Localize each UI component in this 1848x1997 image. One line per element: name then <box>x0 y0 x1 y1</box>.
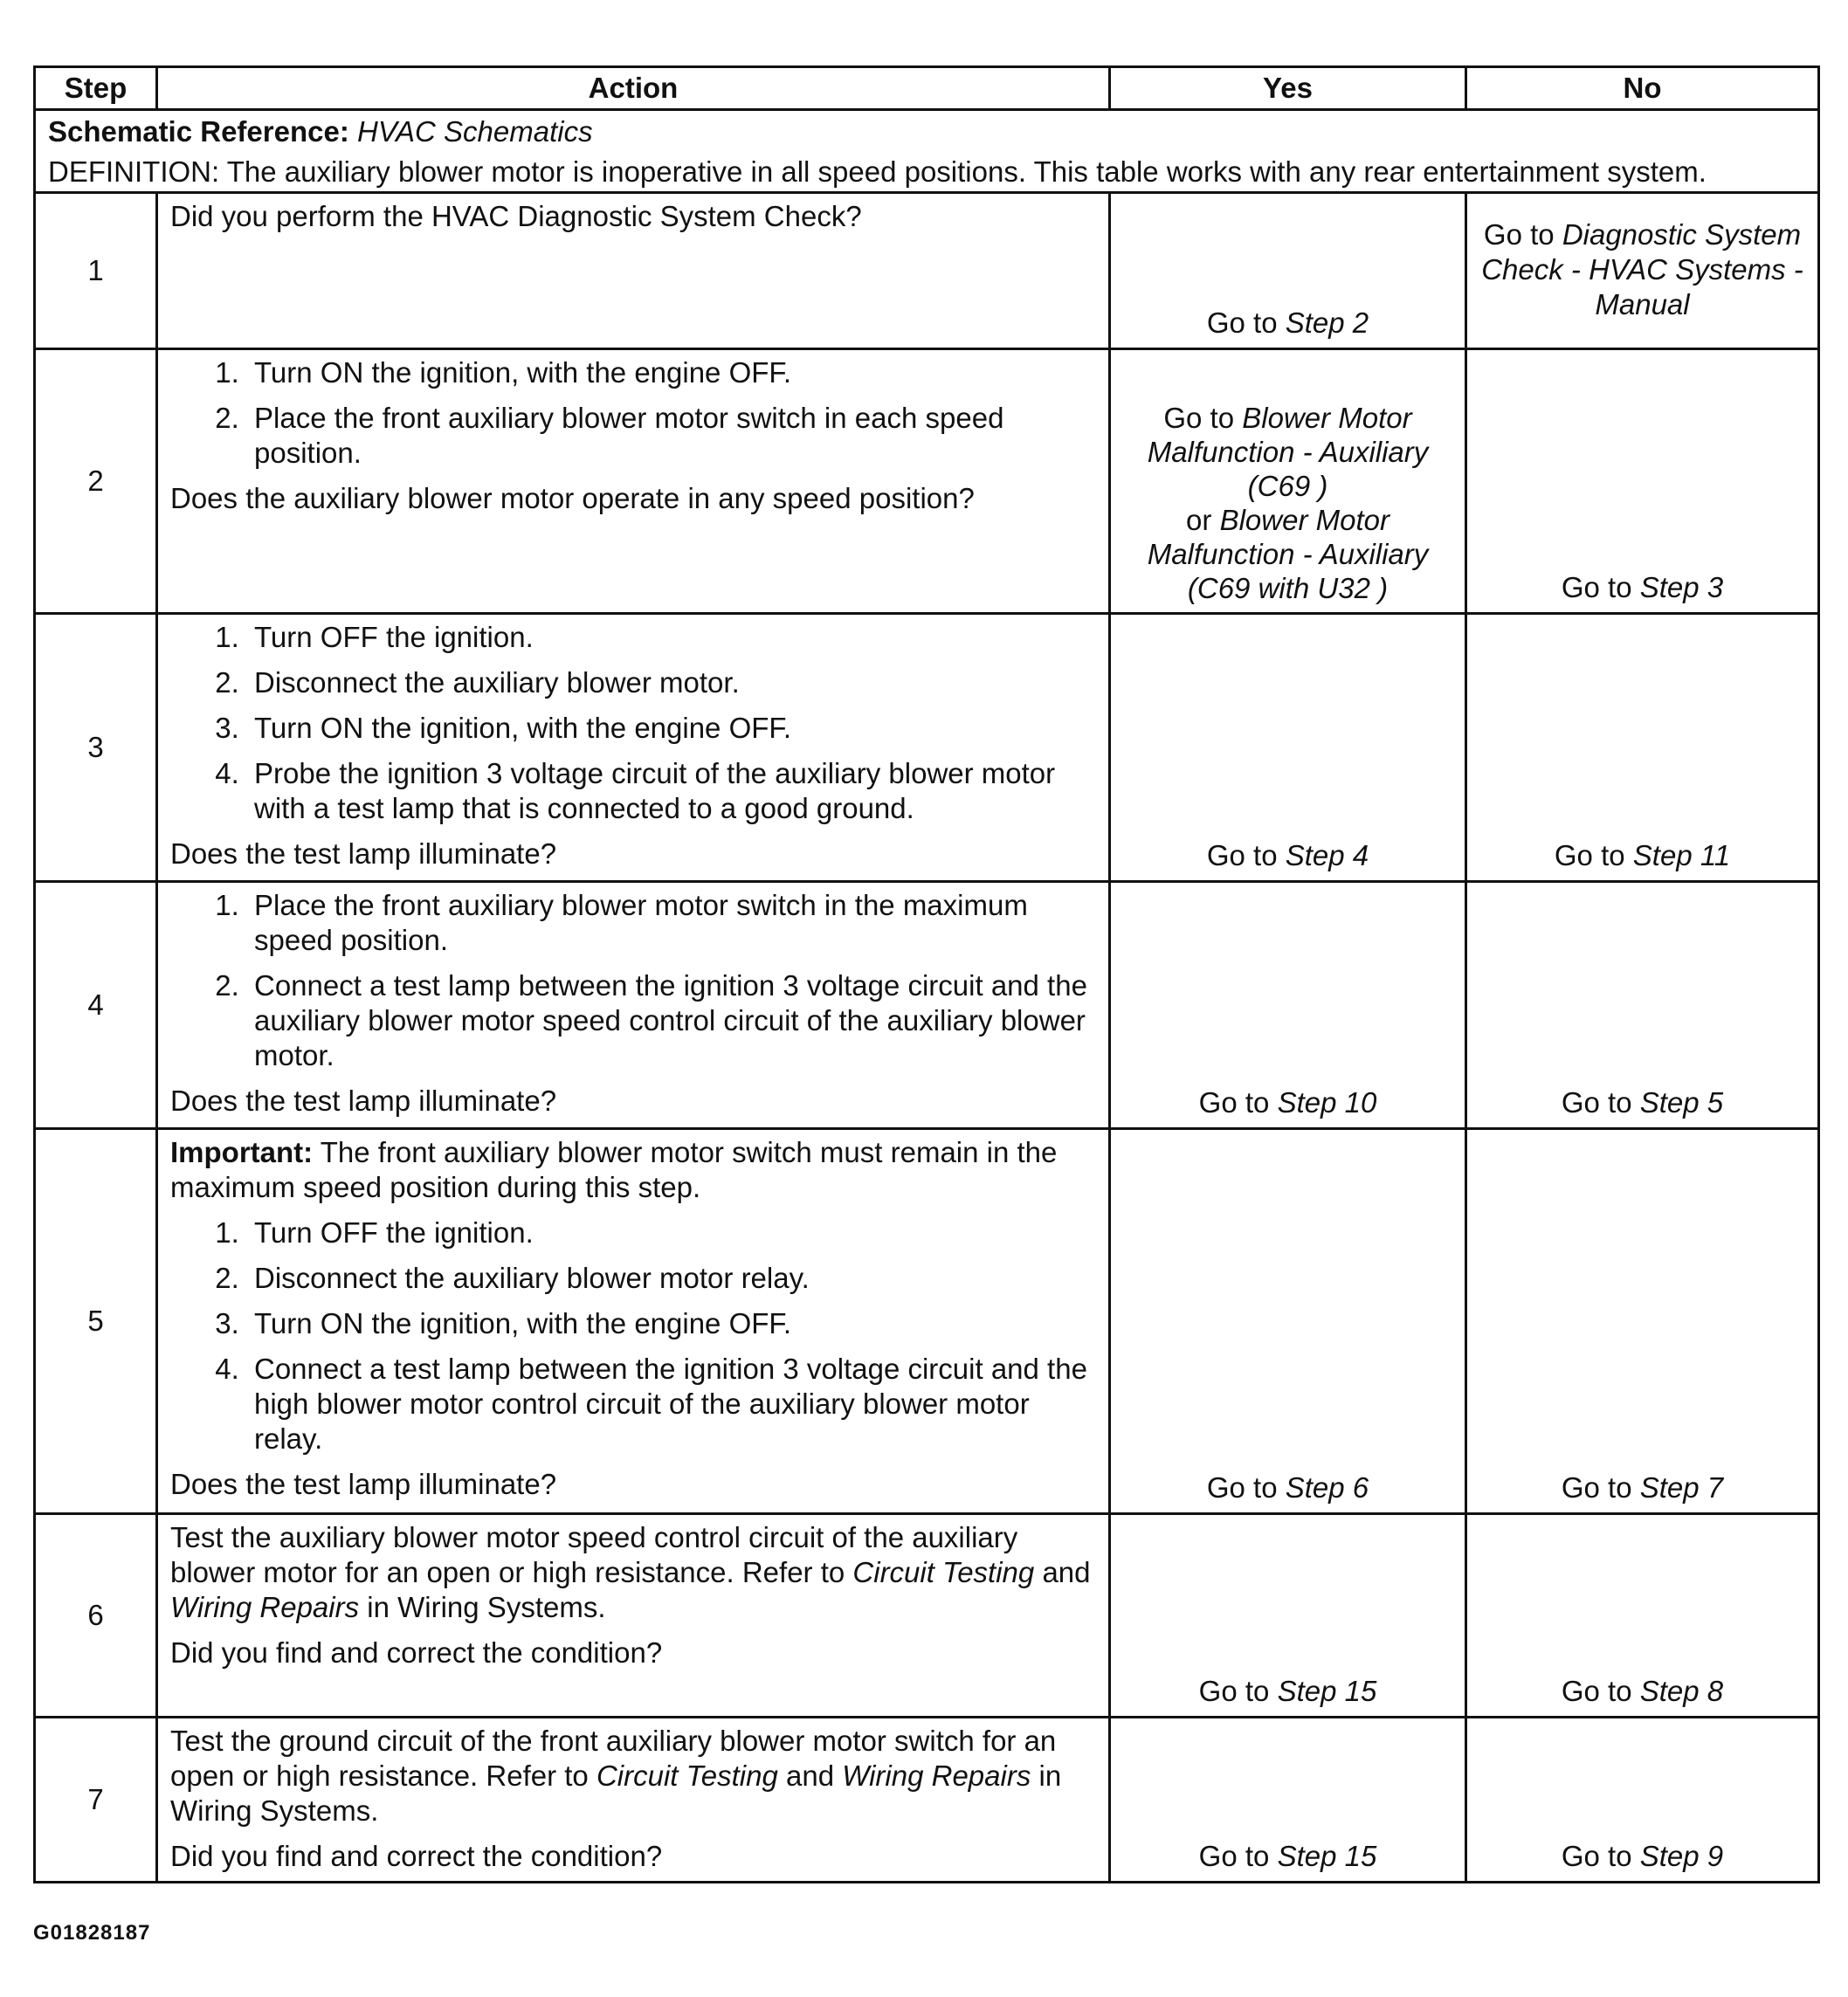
yes-link-alt[interactable]: Blower Motor Malfunction - Auxiliary (C69 with U32 ) <box>1147 504 1429 604</box>
action-question: Does the test lamp illuminate? <box>170 1085 557 1117</box>
action-step-item: 1. Turn OFF the ignition. <box>247 620 1096 655</box>
step-number: 7 <box>35 1718 157 1883</box>
action-instruction <box>170 1724 1096 1828</box>
no-link[interactable]: Step 7 <box>1639 1471 1724 1504</box>
header-yes: Yes <box>1110 67 1466 110</box>
instruction-text: Test the auxiliary blower motor speed control circuit of the auxiliary blower motor for an open or high resistance. Refer to <box>170 1521 1018 1588</box>
no-prefix: Go to <box>1554 839 1625 871</box>
schematic-reference-link[interactable]: HVAC Schematics <box>357 115 593 148</box>
yes-prefix: Go to <box>1163 402 1235 434</box>
schematic-row <box>35 110 1819 193</box>
instruction-text: Test the ground circuit of the front auxiliary blower motor switch for an open or high resistance. Refer to <box>170 1725 1057 1792</box>
action-step-item: 2. Disconnect the auxiliary blower motor. <box>247 665 1096 700</box>
yes-prefix: Go to <box>1198 1840 1270 1872</box>
no-cell <box>1466 1129 1819 1514</box>
header-step: Step <box>35 67 157 110</box>
schematic-reference-label: Schematic Reference: <box>48 115 349 148</box>
instruction-and: and <box>786 1759 835 1792</box>
schematic-cell <box>35 110 1819 193</box>
yes-prefix: Go to <box>1206 839 1278 871</box>
instruction-text-end: in Wiring Systems. <box>367 1591 606 1623</box>
step-number: 1 <box>35 193 157 349</box>
yes-cell <box>1110 1718 1466 1883</box>
no-prefix: Go to <box>1483 218 1555 251</box>
action-question: Did you perform the HVAC Diagnostic System Check? <box>170 200 862 232</box>
yes-prefix: Go to <box>1198 1675 1270 1707</box>
action-cell <box>157 1514 1110 1718</box>
yes-link[interactable]: Step 10 <box>1277 1086 1377 1119</box>
yes-link[interactable]: Blower Motor Malfunction - Auxiliary (C69 ) <box>1147 402 1429 502</box>
reference-link[interactable]: Circuit Testing <box>596 1759 778 1792</box>
important-note <box>170 1135 1096 1205</box>
action-question: Does the test lamp illuminate? <box>170 837 557 870</box>
header-action: Action <box>157 67 1110 110</box>
action-step-item: 3. Turn ON the ignition, with the engine OFF. <box>247 711 1096 746</box>
yes-or: or <box>1186 504 1212 536</box>
yes-prefix: Go to <box>1206 306 1278 339</box>
action-instruction <box>170 1520 1096 1625</box>
no-prefix: Go to <box>1561 1675 1632 1707</box>
action-step-item: 4. Probe the ignition 3 voltage circuit of the auxiliary blower motor with a test lamp that is connected to a good ground. <box>247 756 1096 826</box>
action-cell <box>157 1129 1110 1514</box>
step-number: 5 <box>35 1129 157 1514</box>
action-step-item: 1. Turn ON the ignition, with the engine OFF. <box>247 355 1096 390</box>
no-cell <box>1466 1718 1819 1883</box>
no-prefix: Go to <box>1561 1471 1632 1504</box>
step-number: 4 <box>35 882 157 1129</box>
important-label: Important: <box>170 1136 314 1168</box>
action-step-item: 2. Disconnect the auxiliary blower motor relay. <box>247 1261 1096 1296</box>
action-step-item: 1. Turn OFF the ignition. <box>247 1215 1096 1250</box>
no-link[interactable]: Step 5 <box>1639 1086 1724 1119</box>
step-number: 2 <box>35 349 157 614</box>
no-prefix: Go to <box>1561 1086 1632 1119</box>
action-step-item: 3. Turn ON the ignition, with the engine OFF. <box>247 1306 1096 1341</box>
no-link[interactable]: Step 3 <box>1639 571 1724 603</box>
table-row <box>35 614 1819 882</box>
action-step-item: 2. Place the front auxiliary blower motor switch in each speed position. <box>247 401 1096 471</box>
action-cell <box>157 193 1110 349</box>
no-link[interactable]: Diagnostic System Check - HVAC Systems - Manual <box>1481 218 1803 320</box>
yes-link[interactable]: Step 2 <box>1285 306 1369 339</box>
action-question: Does the test lamp illuminate? <box>170 1468 557 1500</box>
header-row <box>35 67 1819 110</box>
important-text: The front auxiliary blower motor switch must remain in the maximum speed position during this step. <box>170 1136 1058 1203</box>
action-step-item: 2. Connect a test lamp between the ignition 3 voltage circuit and the auxiliary blower motor speed control circuit of the auxiliary blower motor. <box>247 968 1096 1073</box>
no-prefix: Go to <box>1561 571 1632 603</box>
no-cell <box>1466 193 1819 349</box>
action-cell <box>157 614 1110 882</box>
action-cell <box>157 349 1110 614</box>
yes-link[interactable]: Step 15 <box>1277 1675 1377 1707</box>
action-step-item: 1. Place the front auxiliary blower motor switch in the maximum speed position. <box>247 888 1096 958</box>
instruction-text-end: in Wiring Systems. <box>170 1759 1062 1827</box>
schematic-reference <box>48 114 1805 149</box>
no-cell <box>1466 882 1819 1129</box>
action-steps <box>170 888 1096 1073</box>
diagnostic-table <box>33 65 1820 1883</box>
table-row <box>35 1514 1819 1718</box>
yes-cell <box>1110 1129 1466 1514</box>
reference-link[interactable]: Wiring Repairs <box>842 1759 1031 1792</box>
action-cell <box>157 1718 1110 1883</box>
no-cell <box>1466 1514 1819 1718</box>
action-steps <box>170 1215 1096 1456</box>
yes-cell <box>1110 882 1466 1129</box>
action-steps <box>170 355 1096 471</box>
yes-link[interactable]: Step 15 <box>1277 1840 1377 1872</box>
yes-prefix: Go to <box>1206 1471 1278 1504</box>
definition-text: DEFINITION: The auxiliary blower motor is inoperative in all speed positions. This table works with any rear entertainment system. <box>48 155 1707 188</box>
no-link[interactable]: Step 8 <box>1639 1675 1724 1707</box>
table-row <box>35 1129 1819 1514</box>
no-link[interactable]: Step 9 <box>1639 1840 1724 1872</box>
yes-link[interactable]: Step 6 <box>1285 1471 1369 1504</box>
yes-prefix: Go to <box>1198 1086 1270 1119</box>
no-cell <box>1466 349 1819 614</box>
action-question: Did you find and correct the condition? <box>170 1840 663 1872</box>
table-row <box>35 349 1819 614</box>
reference-link[interactable]: Circuit Testing <box>852 1556 1035 1588</box>
no-cell <box>1466 614 1819 882</box>
action-cell <box>157 882 1110 1129</box>
action-steps <box>170 620 1096 826</box>
instruction-and: and <box>1042 1556 1091 1588</box>
figure-code: G01828187 <box>33 1921 151 1945</box>
action-question: Does the auxiliary blower motor operate in any speed position? <box>170 482 975 514</box>
step-number: 3 <box>35 614 157 882</box>
yes-cell <box>1110 349 1466 614</box>
yes-link[interactable]: Step 4 <box>1285 839 1369 871</box>
header-no: No <box>1466 67 1819 110</box>
table-row <box>35 193 1819 349</box>
no-link[interactable]: Step 11 <box>1632 839 1731 871</box>
yes-cell <box>1110 1514 1466 1718</box>
yes-cell <box>1110 614 1466 882</box>
action-step-item: 4. Connect a test lamp between the ignition 3 voltage circuit and the high blower motor control circuit of the auxiliary blower motor relay. <box>247 1352 1096 1456</box>
yes-cell <box>1110 193 1466 349</box>
step-number: 6 <box>35 1514 157 1718</box>
table-row <box>35 1718 1819 1883</box>
no-prefix: Go to <box>1561 1840 1632 1872</box>
table-row <box>35 882 1819 1129</box>
reference-link[interactable]: Wiring Repairs <box>170 1591 360 1623</box>
action-question: Did you find and correct the condition? <box>170 1636 663 1669</box>
